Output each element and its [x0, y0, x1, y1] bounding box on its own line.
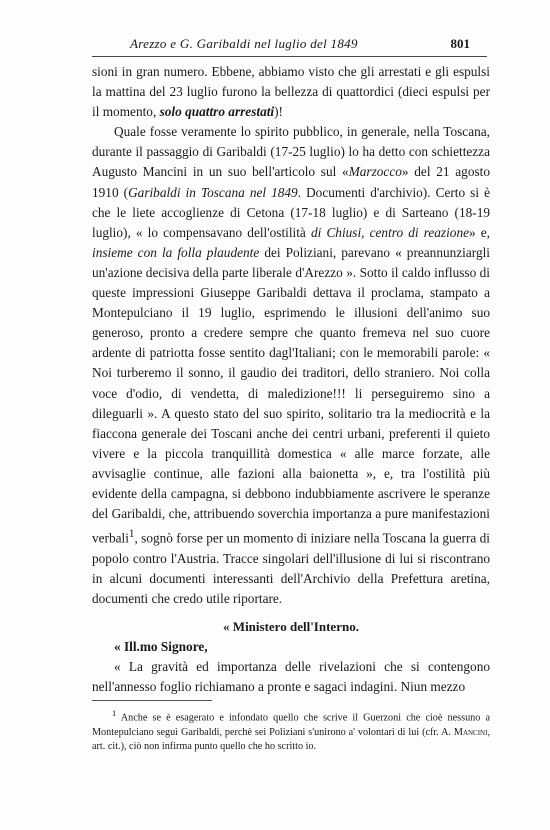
- paragraph-1-emphasis: solo quattro arrestati: [159, 104, 275, 120]
- footnote-rule: [92, 700, 212, 701]
- article-title: Garibaldi in Toscana nel 1849: [128, 184, 298, 200]
- running-title: Arezzo e G. Garibaldi nel luglio del 1849: [130, 36, 358, 51]
- body-text: [92, 62, 490, 697]
- paragraph-2-italic-c: di Chiusi, centro di reazione: [310, 224, 469, 240]
- paragraph-1-end: )!: [274, 104, 283, 120]
- paragraph-2-text-a: Quale fosse veramente lo spirito pubblico, in generale, nella Toscana, durante il passaggio di Garibaldi (17-25 luglio) lo ha detto con schiettezza Augusto Mancini in un suo bell'articolo sul «: [92, 124, 490, 180]
- salutation: « Ill.mo Signore,: [114, 639, 208, 655]
- section-heading: « Ministero dell'Interno.: [223, 618, 359, 634]
- footnote-text-b: , art. cit.), ciò non infirma punto quello che ho scritto io.: [92, 726, 490, 752]
- paragraph-2-text-d: » e,: [469, 224, 491, 240]
- paragraph-2-text-c: . Documenti d'archivio). Certo si è che le liete accoglienze di Cetona (17-18 luglio) e di Sarteano (18-19 luglio), « lo compensavano dell'ostilità: [92, 184, 490, 240]
- footnote: [92, 706, 490, 754]
- paragraph-2-text-f: , sognò forse per un momento di iniziare nella Toscana la guerra di popolo contro l'Austria. Tracce singolari dell'illusione di lui si riscontrano in alcuni documenti interessanti dell'Archivio della Prefettura aretina, documenti che credo utile riportare.: [92, 530, 490, 606]
- footnote-text-a: Anche se è esagerato e infondato quello che scrive il Guerzoni che cioè nessuno a Montepulciano seguì Garibaldi, perchè sei Poliziani s'unirono a' volontari di lui (cfr. A.: [92, 712, 490, 738]
- footnote-author: Mancini: [453, 726, 488, 738]
- paragraph-2-italic-d: insieme con la folla plaudente: [92, 244, 260, 260]
- paragraph-2-text-e: dei Poliziani, parevano « preannunziargli un'azione decisiva della parte liberale d'Arezzo ». Sotto il caldo influsso di queste impressioni Giuseppe Garibaldi dettava il proclama, stampato a Montepulciano il 19 luglio, esprimendo le illusioni dell'animo suo generoso, pronto a credere sempre che quanto fremeva nel suo cuore ardente di patriotta fosse sentito dagl'Italiani; con le memorabili parole: « Noi turberemo il sonno, il gaudio dei traditori, dello straniero. Noi colla voce d'odio, di vendetta, di maledizione!!! li perseguiremo sino a dileguarli ». A questo stato del suo spirito, solitario tra la mediocrità e la fiaccona generale dei Toscani anche dei centri urbani, preferenti il quieto vivere e la piccola tranquillità domestica « alle marce forzate, alle avvisaglie continue, alle fazioni alla baionetta », e, tra l'ostilità più evidente della campagna, si debbono indubbiamente ascrivere le speranze del Garibaldi, che, attribuendo soverchia importanza a pure manifestazioni verbali: [92, 244, 490, 546]
- page-number: 801: [450, 36, 470, 51]
- paragraph-3: « La gravità ed importanza delle rivelazioni che si contengono nell'annesso foglio richiamano a pronte e sagaci indagini. Niun mezzo: [92, 659, 490, 695]
- header-rule: [92, 56, 487, 57]
- journal-title: Marzocco: [348, 164, 402, 180]
- page-header: [0, 34, 550, 54]
- footnote-mark: 1: [112, 708, 117, 718]
- paragraph-1: [92, 62, 490, 122]
- paragraph-2: [92, 122, 490, 609]
- paragraph-2-text-b: » del 21 agosto 1910 (: [92, 164, 490, 200]
- paragraph-1-text: sioni in gran numero. Ebbene, abbiamo visto che gli arrestati e gli espulsi la mattina del 23 luglio furono la bellezza di quattordici (dieci espulsi per il momento,: [92, 64, 490, 120]
- footnote-reference: 1: [128, 528, 135, 541]
